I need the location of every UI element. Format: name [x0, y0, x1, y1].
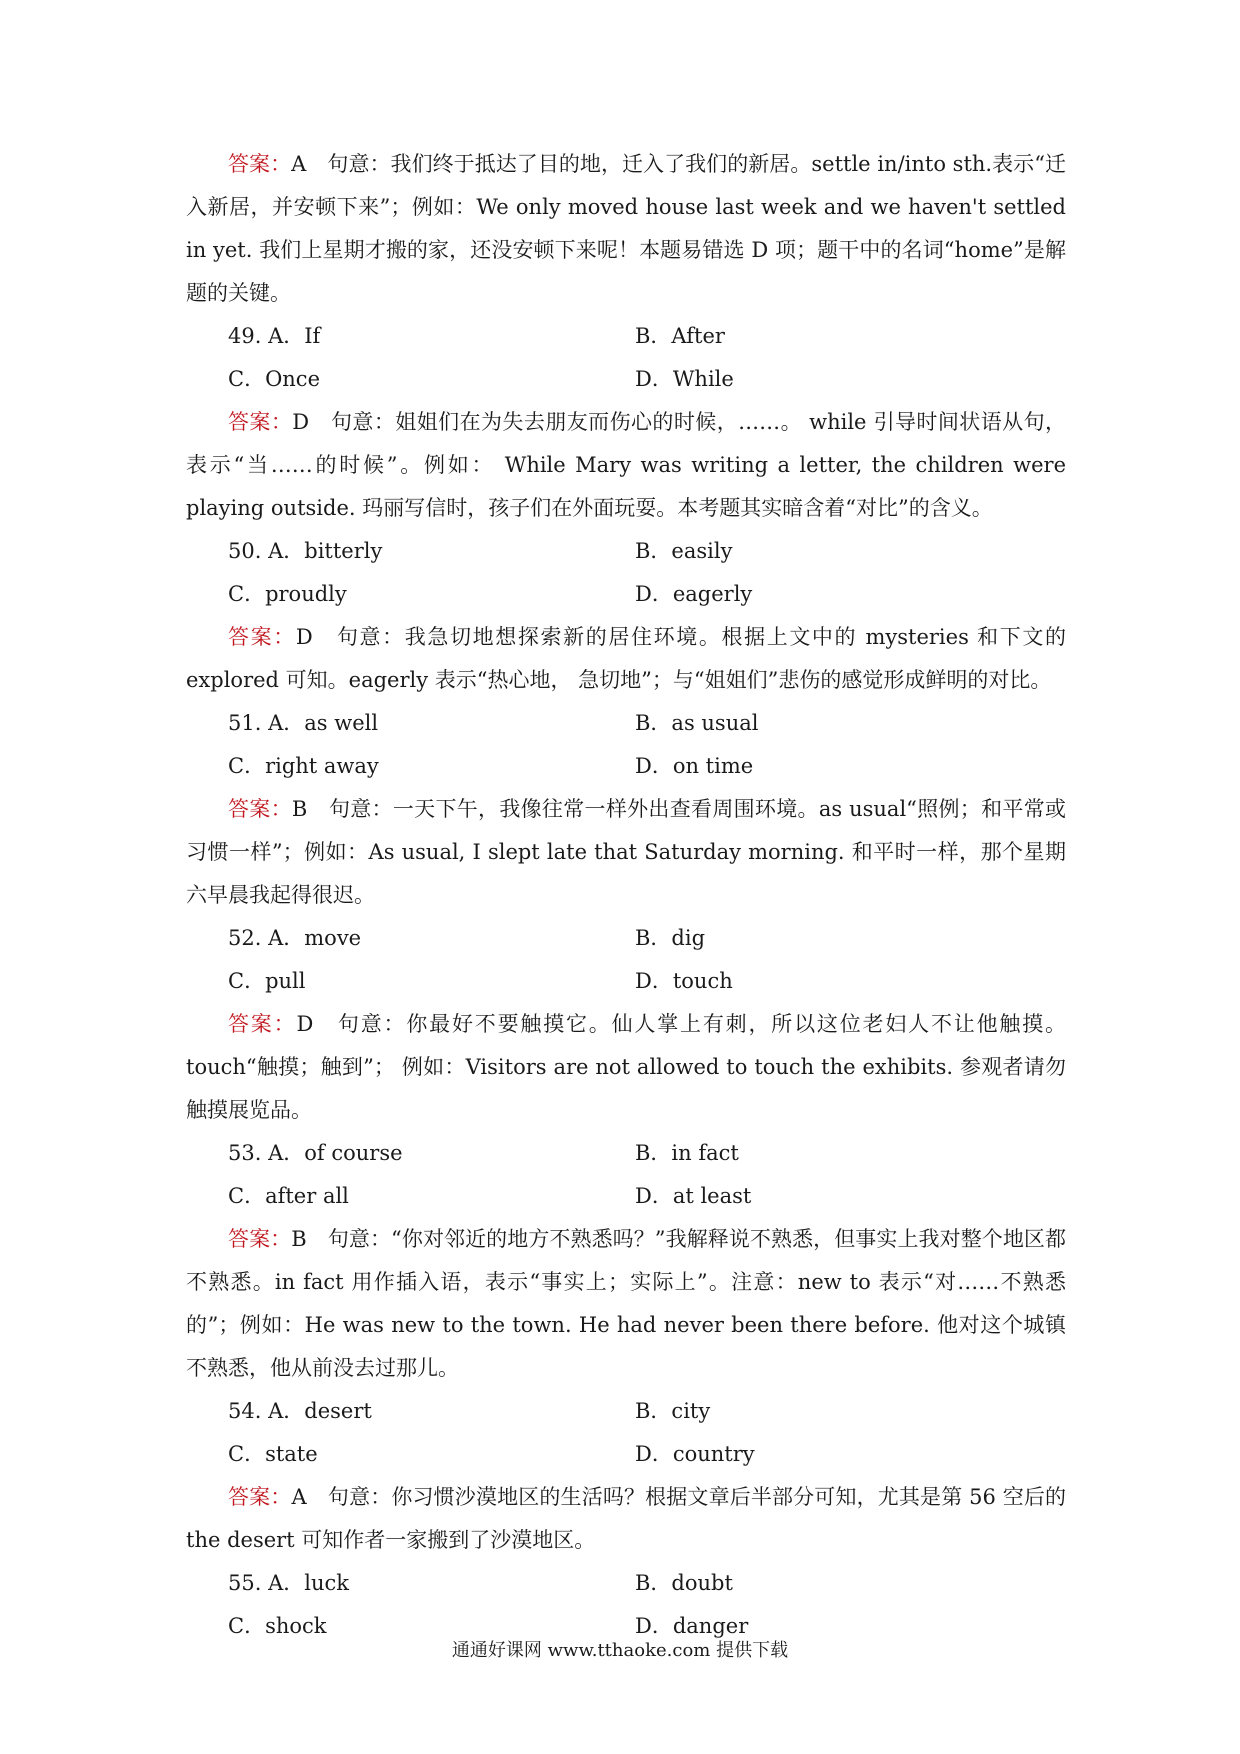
option-a-text: A．as well [268, 711, 379, 735]
option-c: C．after all [228, 1184, 349, 1208]
answer-text: 句意：“你对邻近的地方不熟悉吗？”我解释说不熟悉，但事实上我对整个地区都不熟悉。in fact 用作插入语，表示“事实上；实际上”。注意：new to 表示“对……不熟悉的”；例如：He was new to the town. He had never been there before. 他对这个城镇不熟悉，他从前没去过那儿。 [186, 1227, 1067, 1380]
answer-paragraph [186, 616, 1066, 702]
option-d: D．danger [635, 1614, 749, 1638]
question-options-row [186, 702, 1066, 745]
option-b: B．easily [635, 539, 733, 563]
answer-text: 句意：我急切地想探索新的居住环境。根据上文中的 mysteries 和下文的 explored 可知。eagerly 表示“热心地， 急切地”；与“姐姐们”悲伤的感觉形成鲜明的对比。 [186, 625, 1066, 692]
question-number: 55. [228, 1571, 262, 1595]
option-c: C．shock [228, 1614, 327, 1638]
answer-label: 答案： [228, 797, 292, 821]
option-d: D．touch [635, 969, 733, 993]
answer-label: 答案： [228, 410, 293, 434]
option-a [228, 1390, 372, 1433]
answer-key: A [291, 152, 307, 176]
question-number: 49. [228, 324, 262, 348]
answer-text: 句意：我们终于抵达了目的地，迁入了我们的新居。settle in/into sth.表示“迁入新居，并安顿下来”；例如：We only moved house last week and we haven't settled in yet. 我们上星期才搬的家，还没安顿下来呢！本题易错选 D 项；题干中的名词“home”是解题的关键。 [186, 152, 1067, 305]
option-d: D．at least [635, 1184, 752, 1208]
answer-paragraph [186, 1003, 1066, 1132]
option-a-text: A．move [268, 926, 362, 950]
answer-key: B [291, 797, 308, 821]
question-number: 54. [228, 1399, 262, 1423]
answer-key: D [296, 1012, 314, 1036]
question-options-row [186, 1390, 1066, 1433]
question-options-row [186, 1175, 1066, 1218]
answer-label: 答案： [228, 625, 296, 649]
answer-label: 答案： [228, 152, 292, 176]
option-b: B．After [635, 324, 725, 348]
option-a [228, 530, 382, 573]
option-a [228, 702, 378, 745]
answer-label: 答案： [228, 1485, 292, 1509]
answer-paragraph [186, 401, 1066, 530]
question-options-row [186, 1132, 1066, 1175]
option-b: B．doubt [635, 1571, 733, 1595]
answer-text: 句意：姐姐们在为失去朋友而伤心的时候，……。 while 引导时间状语从句，表示“当……的时候”。例如： While Mary was writing a letter, the children were playing outside. 玛丽写信时，孩子们在外面玩耍。本考题其实暗含着“对比”的含义。 [186, 410, 1066, 520]
option-c: C．right away [228, 754, 379, 778]
option-a-text: A．of course [268, 1141, 403, 1165]
question-options-row [186, 358, 1066, 401]
answer-paragraph [186, 1476, 1066, 1562]
question-options-row [186, 745, 1066, 788]
answer-paragraph [186, 788, 1066, 917]
question-number: 52. [228, 926, 262, 950]
document-body [186, 143, 1066, 1648]
answer-key: A [291, 1485, 307, 1509]
option-a [228, 1132, 403, 1175]
question-number: 50. [228, 539, 262, 563]
option-b: B．in fact [635, 1141, 739, 1165]
option-b: B．as usual [635, 711, 759, 735]
answer-label: 答案： [228, 1227, 292, 1251]
option-d: D．eagerly [635, 582, 753, 606]
option-a [228, 315, 320, 358]
answer-text: 句意：你最好不要触摸它。仙人掌上有刺，所以这位老妇人不让他触摸。touch“触摸；触到”； 例如：Visitors are not allowed to touch the exhibits. 参观者请勿触摸展览品。 [186, 1012, 1067, 1122]
question-number: 53. [228, 1141, 262, 1165]
option-c: C．Once [228, 367, 320, 391]
question-options-row [186, 1562, 1066, 1605]
question-options-row [186, 530, 1066, 573]
option-c: C．pull [228, 969, 306, 993]
question-options-row [186, 1433, 1066, 1476]
option-a [228, 917, 361, 960]
question-options-row [186, 315, 1066, 358]
option-d: D．country [635, 1442, 755, 1466]
answer-text: 句意：一天下午，我像往常一样外出查看周围环境。as usual“照例；和平常或习惯一样”；例如：As usual, I slept late that Saturday morning. 和平时一样，那个星期六早晨我起得很迟。 [186, 797, 1066, 907]
option-a-text: A．If [268, 324, 321, 348]
option-a-text: A．desert [268, 1399, 372, 1423]
answer-key: D [292, 410, 310, 434]
option-d: D．on time [635, 754, 754, 778]
answer-key: D [295, 625, 313, 649]
option-b: B．dig [635, 926, 706, 950]
answer-key: B [291, 1227, 307, 1251]
option-b: B．city [635, 1399, 711, 1423]
question-options-row [186, 917, 1066, 960]
answer-label: 答案： [228, 1012, 297, 1036]
question-options-row [186, 573, 1066, 616]
option-a-text: A．bitterly [268, 539, 383, 563]
page-footer: 通通好课网 www.tthaoke.com 提供下载 [451, 1640, 789, 1661]
option-c: C．state [228, 1442, 318, 1466]
question-options-row [186, 960, 1066, 1003]
answer-paragraph [186, 1218, 1066, 1390]
option-d: D．While [635, 367, 734, 391]
answer-paragraph [186, 143, 1066, 315]
option-c: C．proudly [228, 582, 347, 606]
option-a [228, 1562, 349, 1605]
question-number: 51. [228, 711, 262, 735]
option-a-text: A．luck [268, 1571, 349, 1595]
answer-text: 句意：你习惯沙漠地区的生活吗？根据文章后半部分可知，尤其是第 56 空后的 the desert 可知作者一家搬到了沙漠地区。 [186, 1485, 1067, 1552]
